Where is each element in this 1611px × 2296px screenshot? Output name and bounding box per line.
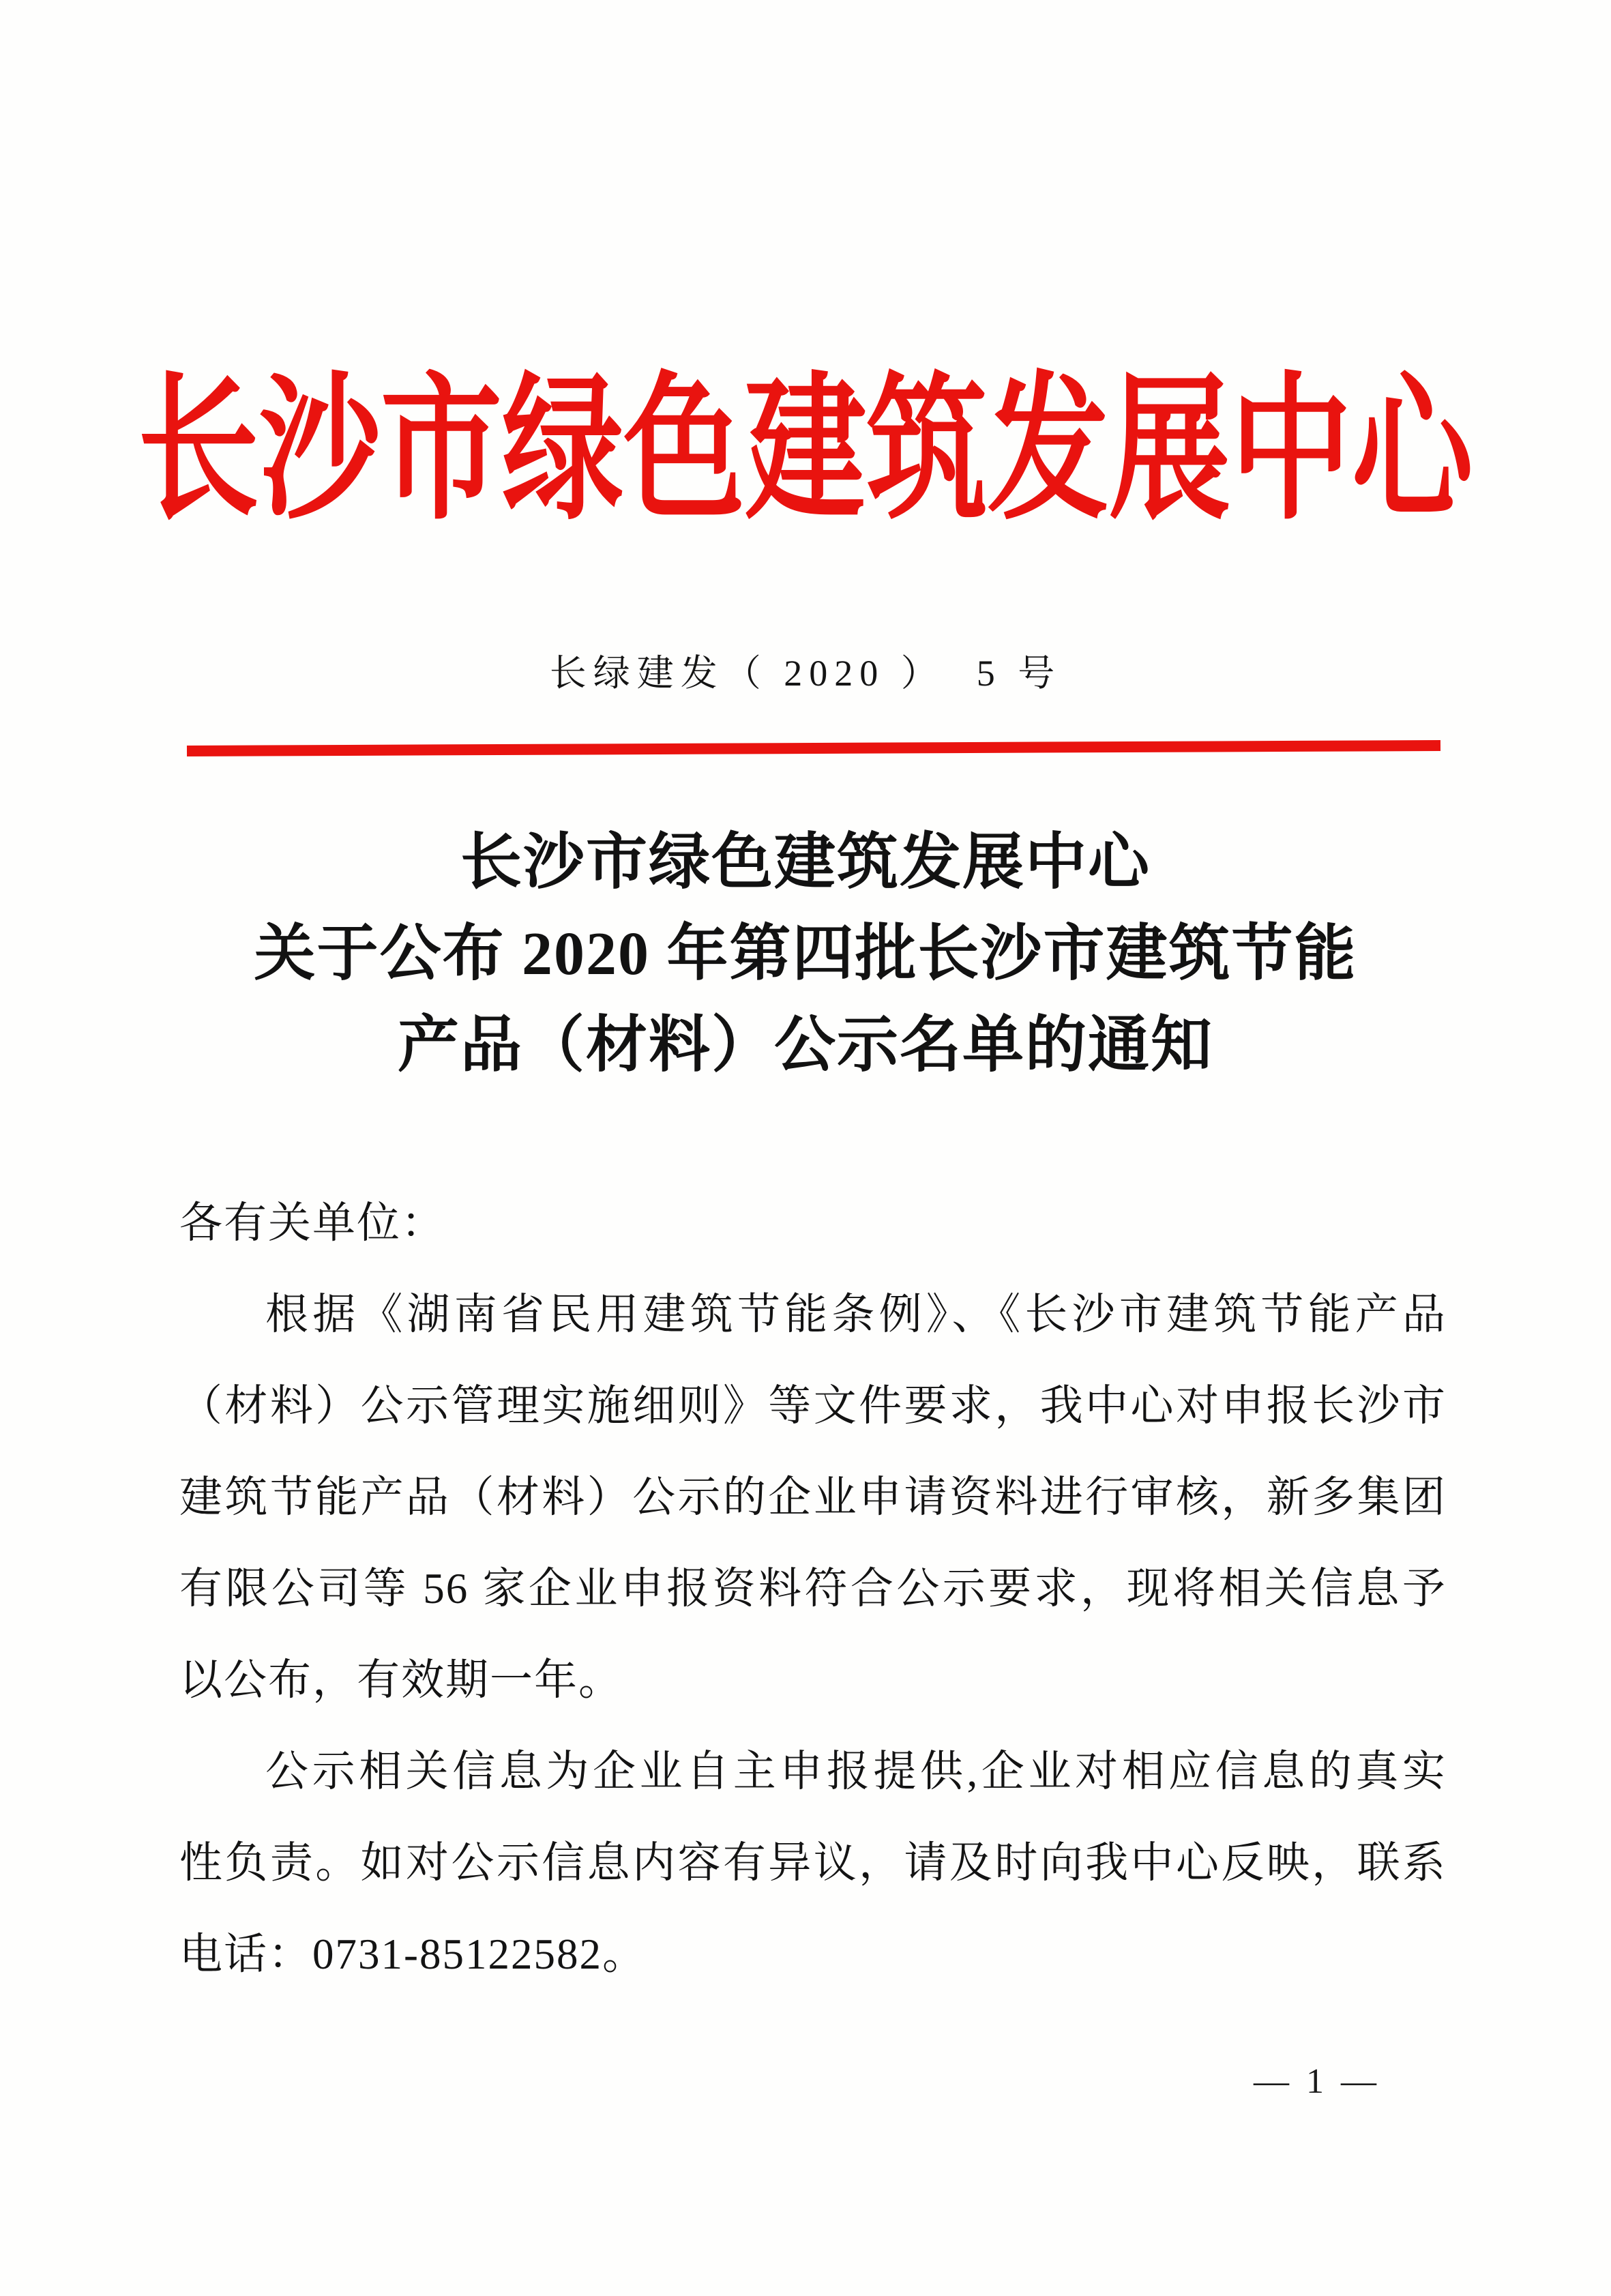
salutation-line: 各有关单位： — [179, 1199, 445, 1247]
page-number: — 1 — — [1254, 2062, 1380, 2101]
document-body — [179, 1177, 1447, 2000]
paragraph-2-line-3: 电话：0731-85122582。 — [179, 1930, 647, 1978]
paragraph-1-line-3: 建筑节能产品（材料）公示的企业申请资料进行审核，新多集团 — [179, 1473, 1447, 1521]
document-title-line-3: 产品（材料）公示名单的通知 — [398, 1012, 1213, 1079]
document-number: 长绿建发（ 2020 ） 5 号 — [549, 653, 1062, 694]
red-divider-rule — [187, 740, 1440, 756]
paragraph-1-line-5: 以公布，有效期一年。 — [179, 1656, 623, 1704]
document-title — [0, 817, 1611, 1091]
document-title-line-2: 关于公布 2020 年第四批长沙市建筑节能 — [254, 920, 1357, 988]
letterhead-title: 长沙市绿色建筑发展中心 — [138, 363, 1473, 539]
paragraph-2-line-2: 性负责。如对公示信息内容有异议，请及时向我中心反映，联系 — [179, 1839, 1447, 1887]
paragraph-1-line-1: 根据《湖南省民用建筑节能条例》、《长沙市建筑节能产品 — [265, 1291, 1447, 1338]
document-title-line-1: 长沙市绿色建筑发展中心 — [460, 829, 1151, 896]
paragraph-2-line-1: 公示相关信息为企业自主申报提供,企业对相应信息的真实 — [265, 1748, 1447, 1795]
paragraph-1-line-2: （材料）公示管理实施细则》等文件要求，我中心对申报长沙市 — [179, 1382, 1447, 1430]
paragraph-1-line-4: 有限公司等 56 家企业申报资料符合公示要求，现将相关信息予 — [179, 1565, 1447, 1613]
